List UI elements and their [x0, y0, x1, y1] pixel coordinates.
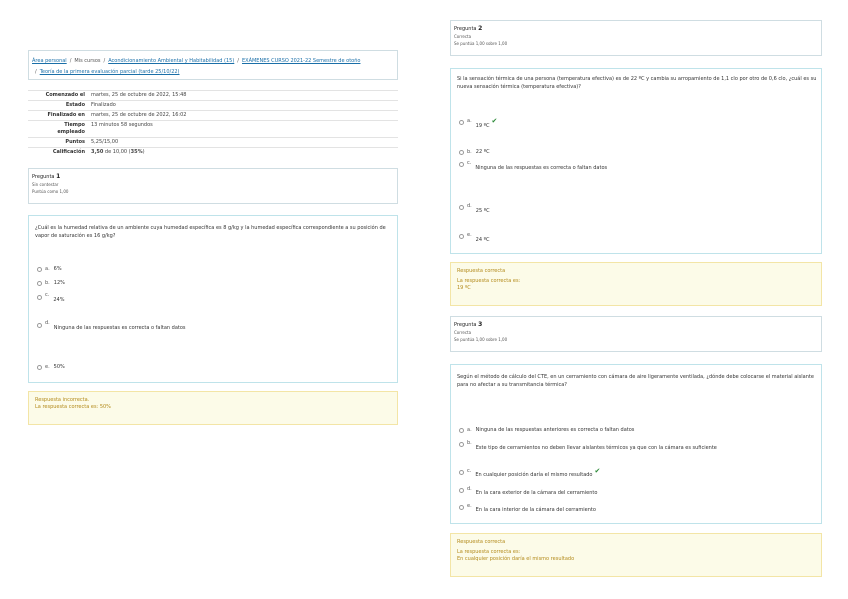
feedback-right-answer: En cualquier posición daría el mismo resultado: [457, 556, 575, 562]
option-label: Ninguna de las respuestas anteriores es correcta o faltan datos: [475, 427, 635, 433]
grade-bold: 3,50: [91, 149, 104, 155]
question-3-feedback: [450, 533, 822, 577]
option-label: 22 ºC: [475, 149, 490, 155]
question-number: Pregunta 3: [454, 321, 483, 328]
answer-option-d[interactable]: d. En la cara exterior de la cámara del cerramiento: [459, 487, 597, 496]
radio-button[interactable]: [459, 488, 464, 493]
radio-button[interactable]: [459, 205, 464, 210]
option-label: Ninguna de las respuestas es correcta o faltan datos: [475, 165, 608, 171]
breadcrumb: [32, 56, 394, 78]
question-1-feedback: [28, 391, 398, 425]
question-3-content: [450, 364, 822, 524]
attempt-summary-table: [28, 90, 398, 157]
summary-row: [28, 91, 398, 101]
question-marks: Se puntúa 1,00 sobre 1,00: [454, 337, 508, 342]
question-number: Pregunta 2: [454, 25, 483, 32]
question-1-info: [28, 168, 398, 204]
summary-value: Finalizado: [88, 101, 398, 111]
question-1-content: [28, 215, 398, 383]
breadcrumb-separator: /: [35, 69, 37, 75]
feedback-title: Respuesta correcta: [457, 539, 506, 545]
question-state: Sin contestar: [32, 182, 59, 187]
answer-option-c[interactable]: c. Ninguna de las respuestas es correcta o faltan datos: [459, 161, 607, 171]
question-3-info: [450, 316, 822, 352]
breadcrumb-separator: /: [237, 58, 239, 64]
summary-value: 13 minutos 58 segundos: [88, 121, 398, 138]
option-label: Este tipo de cerramientos no deben llevar aislantes térmicos ya que con la cámara es suficiente: [475, 445, 717, 451]
answer-option-c[interactable]: c. 24%: [37, 294, 64, 303]
option-label: 19 ºC: [475, 123, 490, 129]
option-label: Ninguna de las respuestas es correcta o faltan datos: [53, 325, 186, 331]
feedback-title: Respuesta incorrecta.: [35, 397, 90, 403]
summary-key: Calificación: [28, 148, 88, 158]
breadcrumb-exams-link[interactable]: EXÁMENES CURSO 2021-22 Semestre de otoño: [241, 58, 361, 64]
breadcrumb-separator: /: [69, 58, 72, 64]
feedback-answer-label: La respuesta correcta es:: [457, 549, 521, 555]
question-state: Correcta: [454, 330, 472, 335]
radio-button[interactable]: [37, 323, 42, 328]
question-marks: Puntúa como 1,00: [32, 189, 69, 194]
radio-button[interactable]: [459, 470, 464, 475]
check-icon: ✔: [491, 117, 498, 125]
radio-button[interactable]: [37, 365, 42, 370]
question-number: Pregunta 1: [32, 173, 61, 180]
feedback-right-answer: 19 ºC: [457, 285, 471, 291]
radio-button[interactable]: [459, 120, 464, 125]
option-label: En la cara exterior de la cámara del cerramiento: [475, 490, 598, 496]
radio-button[interactable]: [37, 267, 42, 272]
option-label: 6%: [53, 266, 62, 272]
feedback-title: Respuesta correcta: [457, 268, 506, 274]
breadcrumb-quiz-link[interactable]: Teoría de la primera evaluación parcial (tarde 25/10/22): [39, 69, 180, 75]
radio-button[interactable]: [459, 428, 464, 433]
option-label: 12%: [53, 280, 65, 286]
option-label: En cualquier posición daría el mismo resultado: [475, 472, 593, 478]
radio-button[interactable]: [459, 234, 464, 239]
summary-key: Finalizado en: [28, 111, 88, 121]
question-2-info: [450, 20, 822, 56]
summary-row: [28, 101, 398, 111]
question-2-content: [450, 68, 822, 254]
breadcrumb-courses[interactable]: Mis cursos: [74, 58, 101, 64]
answer-option-d[interactable]: d. 25 ºC: [459, 204, 490, 214]
summary-key: Comenzado el: [28, 91, 88, 101]
question-text: Según el método de cálculo del CTE, en un cerramiento con cámara de aire ligeramente ventilada, ¿dónde debe colocarse el material aislante para no afectar a su transmitancia térmica?: [457, 374, 814, 388]
summary-key: Puntos: [28, 138, 88, 148]
answer-option-d[interactable]: d. Ninguna de las respuestas es correcta o faltan datos: [37, 322, 186, 331]
breadcrumb-panel: [28, 50, 398, 80]
breadcrumb-separator: /: [103, 58, 106, 64]
option-label: 50%: [53, 364, 65, 370]
grade-end: ): [142, 149, 145, 155]
radio-button[interactable]: [459, 442, 464, 447]
question-marks: Se puntúa 1,00 sobre 1,00: [454, 41, 508, 46]
answer-option-e[interactable]: e. 24 ºC: [459, 233, 489, 243]
feedback-right-answer: La respuesta correcta es: 50%: [35, 404, 111, 410]
radio-button[interactable]: [459, 162, 464, 167]
check-icon: ✔: [594, 467, 601, 475]
feedback-answer-label: La respuesta correcta es:: [457, 278, 521, 284]
summary-row: [28, 138, 398, 148]
breadcrumb-home-link[interactable]: Área personal: [32, 58, 67, 64]
summary-row: [28, 111, 398, 121]
summary-key: Tiempo empleado: [28, 121, 88, 138]
summary-row: [28, 121, 398, 138]
question-text: ¿Cuál es la humedad relativa de un ambiente cuya humedad específica es 8 g/kg y la humedad específica correspondiente a su posición de vapor de saturación es 16 g/kg?: [35, 225, 386, 239]
grade-value: [88, 148, 398, 158]
radio-button[interactable]: [459, 150, 464, 155]
option-label: En la cara interior de la cámara del cerramiento: [475, 507, 596, 513]
answer-option-a[interactable]: a. Ninguna de las respuestas anteriores es correcta o faltan datos: [459, 427, 634, 433]
grade-rest: de 10,00 (: [103, 149, 131, 155]
radio-button[interactable]: [459, 505, 464, 510]
summary-value: martes, 25 de octubre de 2022, 16:02: [88, 111, 398, 121]
breadcrumb-course-link[interactable]: Acondicionamiento Ambiental y Habitabilidad (15): [108, 58, 235, 64]
answer-option-b[interactable]: b. Este tipo de cerramientos no deben llevar aislantes térmicos ya que con la cámara es suficiente: [459, 441, 717, 451]
answer-option-a[interactable]: a. 19 ºC ✔: [459, 119, 497, 129]
option-label: 24%: [53, 297, 65, 303]
summary-value: 5,25/15,00: [88, 138, 398, 148]
answer-option-e[interactable]: e. 50%: [37, 364, 65, 370]
summary-row: [28, 148, 398, 158]
question-text: Si la sensación térmica de una persona (temperatura efectiva) es de 22 ºC y cambia su arropamiento de 1,1 clo por otro de 0,6 clo, ¿cuál es su nueva sensación térmica (temperatura efectiva)?: [457, 76, 817, 90]
answer-option-c[interactable]: c. En cualquier posición daría el mismo resultado ✔: [459, 469, 600, 478]
question-state: Correcta: [454, 34, 472, 39]
radio-button[interactable]: [37, 281, 42, 286]
summary-value: martes, 25 de octubre de 2022, 15:48: [88, 91, 398, 101]
answer-option-a[interactable]: a. 6%: [37, 266, 62, 272]
option-label: 24 ºC: [475, 237, 490, 243]
answer-option-b[interactable]: b. 22 ºC: [459, 149, 490, 155]
grade-percent: 35%: [130, 149, 143, 155]
summary-key: Estado: [28, 101, 88, 111]
answer-option-e[interactable]: e. En la cara interior de la cámara del cerramiento: [459, 504, 596, 513]
option-label: 25 ºC: [475, 208, 490, 214]
question-2-feedback: [450, 262, 822, 306]
radio-button[interactable]: [37, 295, 42, 300]
answer-option-b[interactable]: b. 12%: [37, 280, 65, 286]
